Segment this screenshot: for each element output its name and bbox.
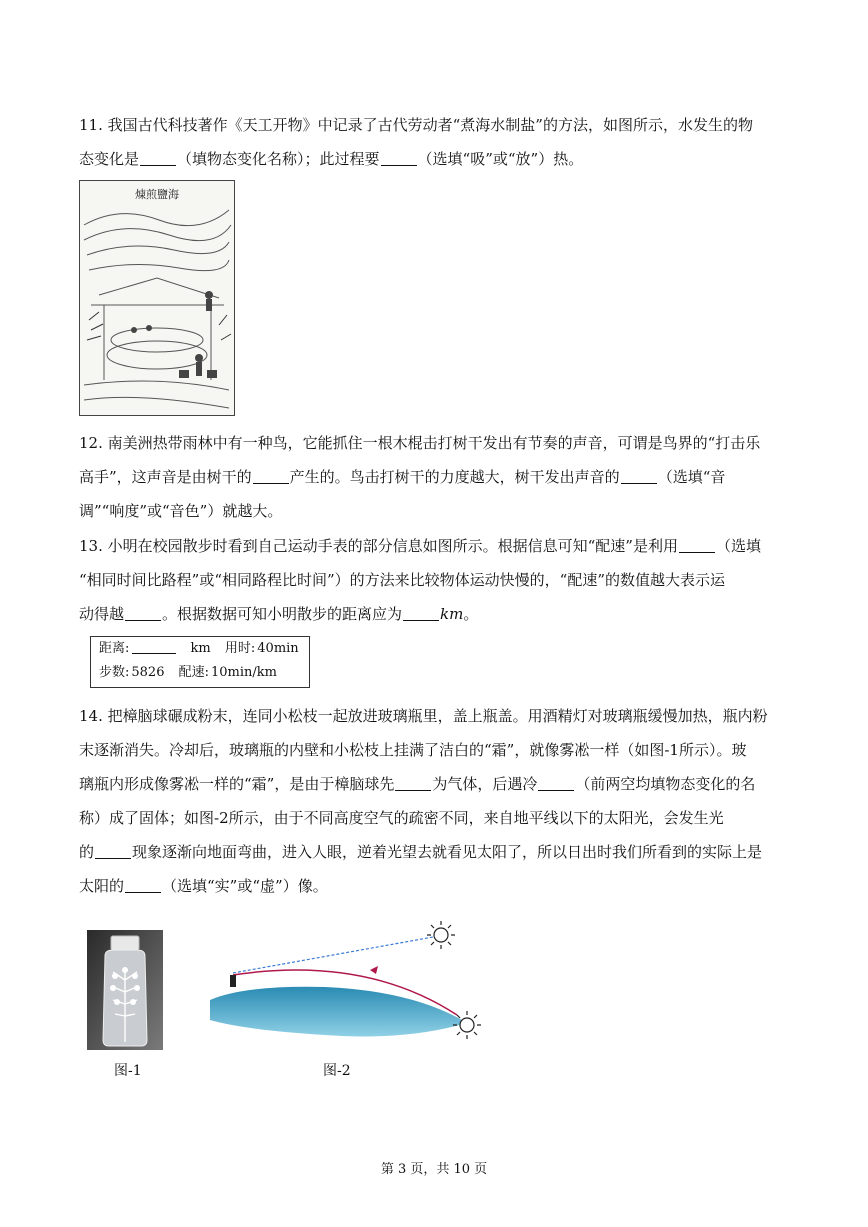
q12-text: （选填“音 (657, 468, 726, 486)
q12-text: 产生的。鸟击打树干的力度越大，树干发出声音的 (289, 468, 620, 486)
figure-title: 煉煎鹽海 (135, 188, 179, 201)
answer-blank[interactable] (95, 842, 131, 859)
pace-value: 10min/km (211, 665, 277, 680)
q14-text: 璃瓶内形成像雾凇一样的“霜”，是由于樟脑球先 (79, 775, 395, 793)
q12-text: 高手”，这声音是由树干的 (79, 468, 252, 486)
watch-info-box (90, 636, 310, 688)
salt-boiling-woodcut-image (79, 180, 235, 416)
q14-line5 (79, 835, 791, 869)
answer-blank[interactable] (125, 604, 161, 621)
answer-blank[interactable] (140, 149, 176, 166)
question-11 (79, 108, 791, 176)
answer-blank[interactable] (395, 774, 431, 791)
answer-blank[interactable] (403, 604, 439, 621)
q14-text: 现象逐渐向地面弯曲，进入人眼，逆着光望去就看见太阳了，所以日出时我们所看到的实际上是 (132, 843, 763, 861)
q14-line2: 末逐渐消失。冷却后，玻璃瓶的内壁和小松枝上挂满了洁白的“霜”，就像雾凇一样（如图-1所示）。玻 (79, 741, 747, 759)
distance-unit: km (190, 641, 211, 656)
watch-row-1 (99, 637, 309, 661)
q13-line1 (79, 529, 791, 563)
camphor-bottle-photo (87, 930, 163, 1050)
q14-text: 太阳的 (79, 877, 125, 895)
time-value: 40min (257, 641, 299, 656)
question-13 (79, 529, 791, 631)
q13-text: 。根据数据可知小明散步的距离应为 (162, 605, 403, 623)
watch-row-2 (99, 661, 309, 685)
atmospheric-refraction-diagram (205, 915, 505, 1045)
distance-label: 距离: (99, 641, 130, 656)
answer-blank[interactable] (381, 149, 417, 166)
steps-label: 步数: (99, 665, 130, 680)
question-14 (79, 699, 791, 903)
q12-line2 (79, 460, 791, 494)
q13-line2: “相同时间比路程”或“相同路程比时间”）的方法来比较物体运动快慢的，“配速”的数值越大表示运 (79, 571, 726, 589)
q13-text: 13. 小明在校园散步时看到自己运动手表的部分信息如图所示。根据信息可知“配速”是利用 (79, 537, 678, 555)
q14-text: （选填“实”或“虚”）像。 (162, 877, 328, 895)
answer-blank[interactable] (125, 876, 161, 893)
distance-blank (132, 637, 176, 654)
answer-blank[interactable] (538, 774, 574, 791)
q11-text: （选填“吸”或“放”）热。 (417, 150, 584, 168)
q13-line3 (79, 597, 791, 631)
q14-text: （前两空均填物态变化的名 (575, 775, 756, 793)
q13-text: 动得越 (79, 605, 125, 623)
q13-text: （选填 (715, 537, 761, 555)
q14-line3 (79, 767, 791, 801)
answer-blank[interactable] (253, 467, 289, 484)
unit-km: km (440, 605, 464, 623)
answer-blank[interactable] (621, 467, 657, 484)
time-label: 用时: (224, 641, 256, 656)
figure-1-caption: 图-1 (114, 1063, 142, 1079)
answer-blank[interactable] (679, 536, 715, 553)
q13-text: 。 (463, 605, 479, 623)
q14-text: 为气体，后遇冷 (432, 775, 538, 793)
q14-line6 (79, 869, 791, 903)
q11-text: （填物态变化名称）；此过程要 (177, 150, 380, 168)
steps-value: 5826 (131, 665, 165, 680)
q11-text: 态变化是 (79, 150, 140, 168)
q12-line1: 12. 南美洲热带雨林中有一种鸟，它能抓住一根木棍击打树干发出有节奏的声音，可谓是鸟界的“打击乐 (79, 434, 761, 452)
question-12 (79, 426, 791, 528)
figure-2-caption: 图-2 (323, 1063, 351, 1079)
q14-line1: 14. 把樟脑球碾成粉末，连同小松枝一起放进玻璃瓶里，盖上瓶盖。用酒精灯对玻璃瓶缓慢加热，瓶内粉 (79, 707, 768, 725)
q14-line4: 称）成了固体；如图-2所示，由于不同高度空气的疏密不同，来自地平线以下的太阳光，会发生光 (79, 809, 724, 827)
page-footer: 第 3 页，共 10 页 (380, 1162, 488, 1177)
pace-label: 配速: (178, 665, 210, 680)
q14-text: 的 (79, 843, 95, 861)
q12-line3: 调”“响度”或“音色”）就越大。 (79, 502, 283, 520)
q11-line1: 11. 我国古代科技著作《天工开物》中记录了古代劳动者“煮海水制盐”的方法，如图所示，水发生的物 (79, 116, 753, 134)
q11-line2 (79, 142, 791, 176)
sun-icon-apparent (427, 921, 455, 949)
